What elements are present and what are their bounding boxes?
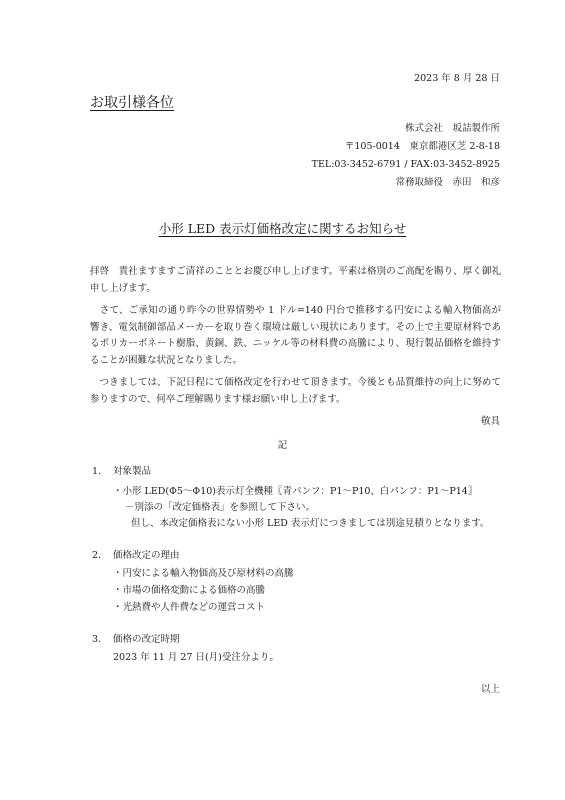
section-1-heading: 対象製品: [113, 466, 152, 477]
section-2-heading: 価格改定の理由: [113, 550, 180, 561]
section-3-number: 3.: [92, 634, 102, 645]
greeting-paragraph: 拝啓 貴社ますますご清祥のこととお慶び申し上げます。平素は格別のご高配を賜り、厚く御礼申し上げます。: [90, 266, 501, 294]
sender-person: 常務取締役 赤田 和彦: [395, 177, 500, 188]
reason-item: ・光熱費や人件費などの運営コスト: [113, 602, 266, 613]
document-title-text: 小形 LED 表示灯価格改定に関するお知らせ: [158, 221, 407, 236]
addressee: お取引様各位: [90, 95, 174, 111]
reason-item: ・市場の価格変動による価格の高騰: [113, 585, 266, 596]
ki-marker: 記: [277, 440, 288, 451]
document-title: [0, 221, 565, 237]
section-1-product-line: ・小形 LED(Φ5～Φ10)表示灯全機種〖青パンフ：P1～P10、白パンフ：P1～P14〗: [113, 486, 478, 497]
section-3-heading: 価格の改定時期: [113, 634, 180, 645]
sender-company: 株式会社 坂詰製作所: [404, 123, 500, 134]
closing-ijou: 以上: [480, 684, 500, 695]
document-date: 2023 年 8 月 28 日: [414, 73, 500, 84]
reason-item: ・円安による輸入物価高及び原材料の高騰: [113, 568, 294, 579]
section-1-number: 1.: [92, 466, 102, 477]
situation-paragraph: さて、ご承知の通り昨今の世界情勢や 1 ドル=140 円台で推移する円安による輸入物価高が響き、電気制御部品メーカーを取り巻く環境は厳しい現状にあります。その上で主要原材料であるポリカーボネート樹脂、黄銅、鉄、ニッケル等の材料費の高騰により、現行製品価格を維持することが困難な状況となりました。: [90, 305, 501, 366]
section-1-reference-note: －別添の「改定価格表」を参照して下さい。: [125, 502, 316, 513]
closing-keigu: 敬具: [480, 416, 500, 427]
sender-contact: TEL:03-3452-6791 / FAX:03-3452-8925: [311, 159, 500, 170]
effective-date: 2023 年 11 月 27 日(月)受注分より。: [113, 652, 279, 663]
section-2-number: 2.: [92, 550, 102, 561]
request-paragraph: つきましては、下記日程にて価格改定を行わせて頂きます。今後とも品質維持の向上に努めて参りますので、何卒ご理解賜ります様お願い申し上げます。: [90, 377, 501, 405]
sender-address: 〒105-0014 東京都港区芝 2-8-18: [344, 141, 500, 152]
section-1-exception-note: 但し、本改定価格表にない小形 LED 表示灯につきましては別途見積りとなります。: [131, 518, 490, 529]
